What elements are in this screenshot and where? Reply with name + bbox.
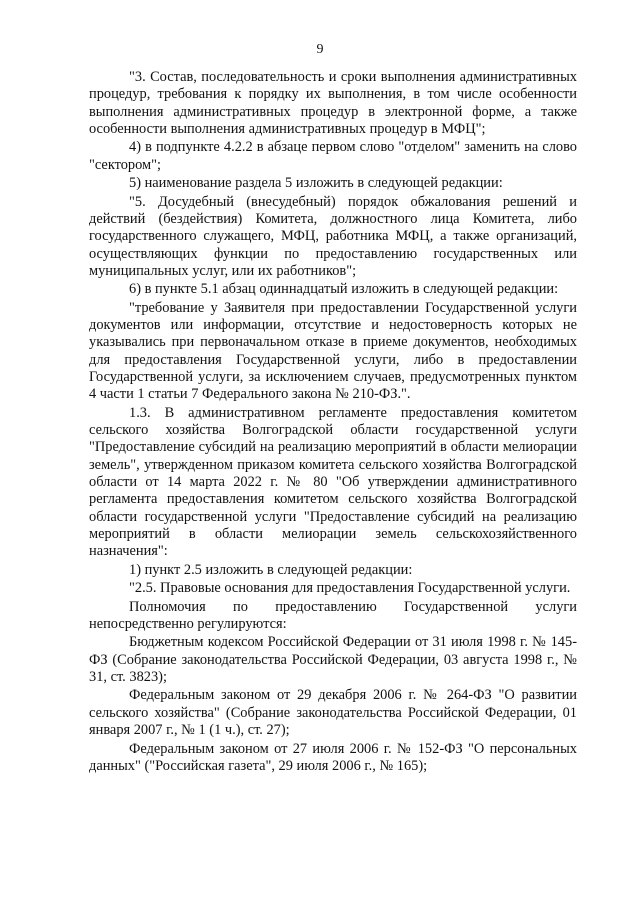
paragraph-law-152: Федеральным законом от 27 июля 2006 г. № 152-ФЗ "О персональных данных" ("Российская газета", 29 июля 2006 г., № 165); (89, 740, 577, 774)
paragraph-1-3: 1.3. В административном регламенте предоставления комитетом сельского хозяйства Волгоградской области государственной услуги "Предоставление субсидий на реализацию мероприятий в области мелиорации земель", утвержденном приказом комитета сельского хозяйства Волгоградской области от 14 марта 2022 г. № 80 "Об утверждении административного регламента предоставления комитетом сельского хозяйства Волгоградской области государственной услуги "Предоставление субсидий на реализацию мероприятий в области мелиорации земель сельскохозяйственного назначения": (89, 404, 577, 560)
page-number: 9 (316, 42, 324, 57)
paragraph-budget-code: Бюджетным кодексом Российской Федерации от 31 июля 1998 г. № 145-ФЗ (Собрание законодательства Российской Федерации, 03 августа 1998 г., № 31, ст. 3823); (89, 634, 577, 685)
document-body (89, 69, 577, 776)
paragraph-2-5-title: "2.5. Правовые основания для предоставления Государственной услуги. (129, 580, 571, 597)
paragraph-item-6: 6) в пункте 5.1 абзац одиннадцатый изложить в следующей редакции: (129, 281, 559, 298)
paragraph-item-4: 4) в подпункте 4.2.2 в абзаце первом слово "отделом" заменить на слово "сектором"; (89, 139, 577, 173)
paragraph-authority: Полномочия по предоставлению Государственной услуги непосредственно регулируются: (89, 598, 577, 632)
paragraph-section-3-title: "3. Состав, последовательность и сроки выполнения административных процедур, требования к порядку их выполнения, в том числе особенности выполнения административных процедур в электронной форме, а также особенности выполнения административных процедур в МФЦ"; (89, 69, 577, 137)
paragraph-requirement-quote: "требование у Заявителя при предоставлении Государственной услуги документов или информации, отсутствие и недостоверность которых не указывались при первоначальном отказе в приеме документов, необходимых для предоставления Государственной услуги, либо в предоставлении Государственной услуги, за исключением случаев, предусмотренных пунктом 4 части 1 статьи 7 Федерального закона № 210-ФЗ.". (89, 299, 577, 403)
paragraph-item-1: 1) пункт 2.5 изложить в следующей редакции: (129, 561, 413, 578)
paragraph-section-5-title: "5. Досудебный (внесудебный) порядок обжалования решений и действий (бездействия) Комитета, должностного лица Комитета, либо государственного служащего, МФЦ, работника МФЦ, а также организаций, осуществляющих функции по предоставлению государственных или муниципальных услуг, или их работников"; (89, 193, 577, 279)
paragraph-item-5: 5) наименование раздела 5 изложить в следующей редакции: (129, 175, 503, 192)
paragraph-law-264: Федеральным законом от 29 декабря 2006 г. № 264-ФЗ "О развитии сельского хозяйства" (Собрание законодательства Российской Федерации, 01 января 2007 г., № 1 (1 ч.), ст. 27); (89, 687, 577, 739)
